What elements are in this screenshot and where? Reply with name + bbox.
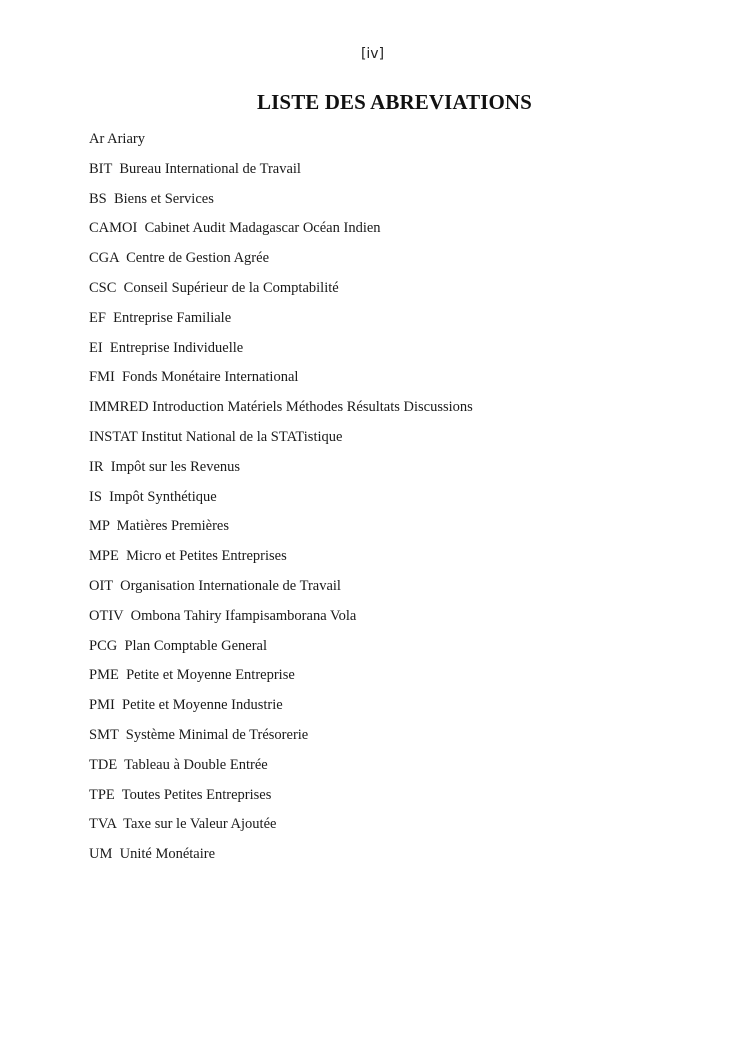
abbreviation-item: BS Biens et Services [89, 190, 214, 207]
abbreviation-item: SMT Système Minimal de Trésorerie [89, 726, 309, 743]
abbreviation-item: MPE Micro et Petites Entreprises [89, 548, 287, 565]
page-title: LISTE DES ABREVIATIONS [257, 90, 532, 114]
abbreviation-item: CSC Conseil Supérieur de la Comptabilité [89, 279, 339, 296]
abbreviation-item: PCG Plan Comptable General [89, 637, 268, 654]
abbreviation-item: TVA Taxe sur le Valeur Ajoutée [89, 816, 277, 833]
abbreviation-item: OIT Organisation Internationale de Travail [89, 577, 341, 594]
abbreviation-item: IR Impôt sur les Revenus [89, 458, 241, 475]
abbreviation-item: IMMRED Introduction Matériels Méthodes Résultats Discussions [89, 399, 473, 416]
abbreviation-item: Ar Ariary [89, 131, 145, 147]
abbreviation-item: MP Matières Premières [89, 518, 230, 535]
abbreviation-item: CAMOI Cabinet Audit Madagascar Océan Indien [89, 220, 381, 237]
abbreviation-item: OTIV Ombona Tahiry Ifampisamborana Vola [89, 607, 357, 624]
abbreviation-item: IS Impôt Synthétique [89, 488, 217, 505]
abbreviation-item: TDE Tableau à Double Entrée [89, 756, 268, 773]
abbreviation-item: FMI Fonds Monétaire International [89, 369, 299, 386]
abbreviation-item: PMI Petite et Moyenne Industrie [89, 697, 283, 714]
abbreviation-item: INSTAT Institut National de la STATistique [89, 428, 343, 445]
page-number: [iv] [360, 46, 385, 62]
abbreviation-item: TPE Toutes Petites Entreprises [89, 786, 272, 803]
abbreviation-item: EF Entreprise Familiale [89, 309, 232, 326]
abbreviation-item: UM Unité Monétaire [89, 846, 216, 863]
abbreviation-item: BIT Bureau International de Travail [89, 160, 301, 177]
abbreviation-list [89, 129, 689, 874]
abbreviation-item: PME Petite et Moyenne Entreprise [89, 667, 295, 684]
abbreviation-item: CGA Centre de Gestion Agrée [89, 250, 270, 267]
abbreviation-item: EI Entreprise Individuelle [89, 339, 244, 356]
